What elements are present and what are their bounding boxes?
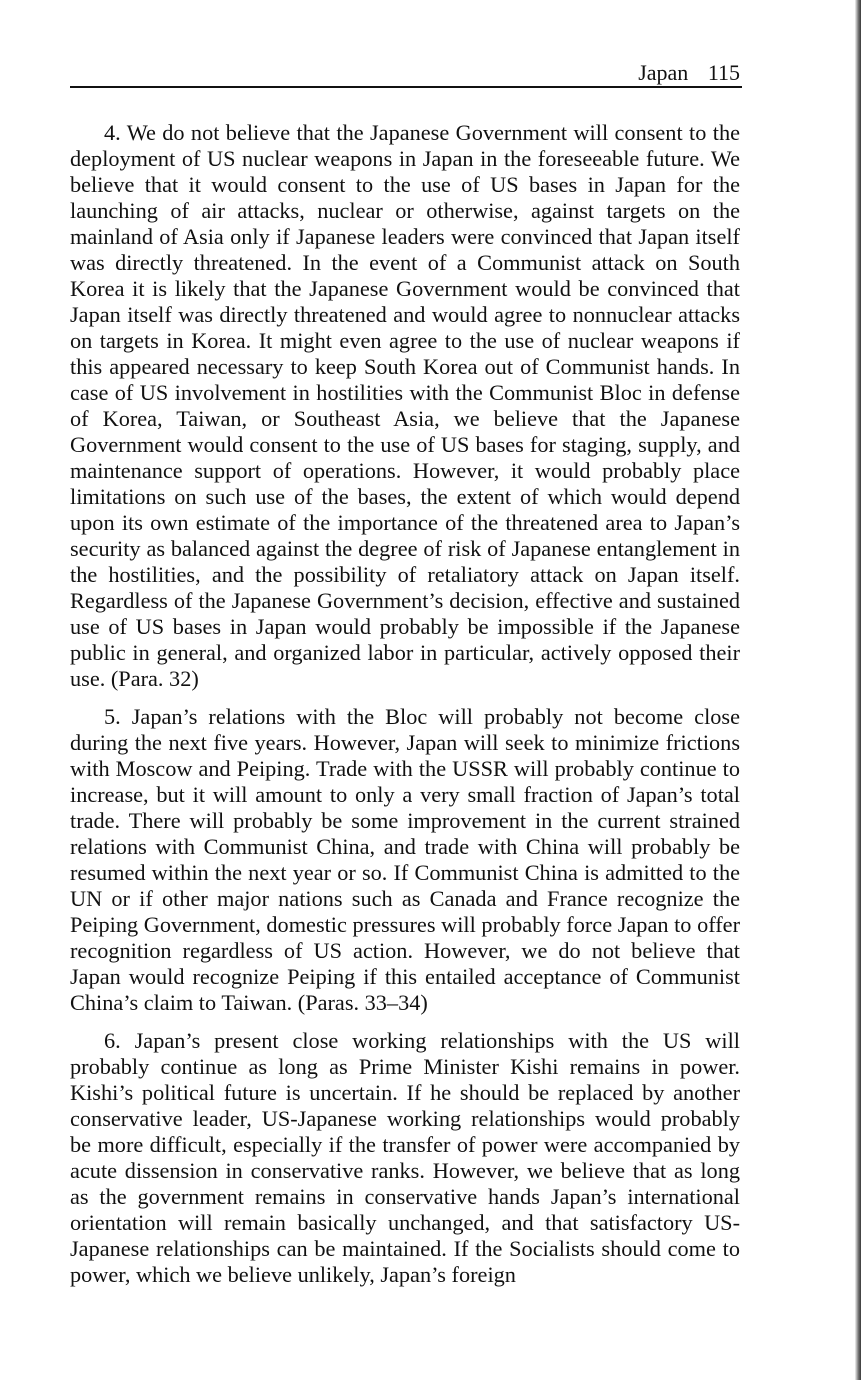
paragraph-6: 6. Japan’s present close working relationships with the US will probably continue as long as Prime Minister Kishi remains in power. Kishi’s political future is uncertain. If he should be replaced by another conservative leader, US-Japanese working relationships would probably be more difficult, especially if the transfer of power were accompanied by acute dissension in conservative ranks. However, we believe that as long as the government remains in conservative hands Japan’s international orientation will remain basically unchanged, and that satisfactory US-Japanese relationships can be maintained. If the Socialists should come to power, which we believe unlikely, Japan’s foreign bbox=[70, 1028, 740, 1287]
body-text bbox=[70, 120, 740, 1288]
running-head bbox=[70, 60, 740, 86]
paragraph-4: 4. We do not believe that the Japanese Government will consent to the deployment of US nuclear weapons in Japan in the foreseeable future. We believe that it would consent to the use of US bases in Japan for the launching of air attacks, nuclear or otherwise, against targets on the mainland of Asia only if Japanese leaders were convinced that Japan itself was directly threatened. In the event of a Communist attack on South Korea it is likely that the Japanese Government would be convinced that Japan itself was directly threatened and would agree to nonnuclear attacks on targets in Korea. It might even agree to the use of nuclear weapons if this appeared necessary to keep South Korea out of Communist hands. In case of US involvement in hostilities with the Communist Bloc in defense of Korea, Taiwan, or Southeast Asia, we believe that the Japanese Government would consent to the use of US bases for staging, supply, and maintenance support of operations. However, it would probably place limitations on such use of the bases, the extent of which would depend upon its own estimate of the importance of the threatened area to Japan’s security as balanced against the degree of risk of Japanese entanglement in the hostilities, and the possibility of retaliatory attack on Japan itself. Regardless of the Japanese Government’s decision, effective and sustained use of US bases in Japan would probably be impossible if the Japanese public in general, and organized labor in particular, actively opposed their use. (Para. 32) bbox=[70, 120, 740, 691]
header-rule bbox=[70, 86, 742, 88]
paragraph-5: 5. Japan’s relations with the Bloc will probably not become close during the next five years. However, Japan will seek to minimize frictions with Moscow and Peiping. Trade with the USSR will probably continue to increase, but it will amount to only a very small fraction of Japan’s total trade. There will probably be some improvement in the current strained relations with Communist China, and trade with China will probably be resumed within the next year or so. If Communist China is admitted to the UN or if other major nations such as Canada and France recognize the Peiping Government, domestic pressures will probably force Japan to offer recognition regardless of US action. However, we do not believe that Japan would recognize Peiping if this entailed acceptance of Communist China’s claim to Taiwan. (Paras. 33–34) bbox=[70, 704, 740, 1015]
section-title: Japan bbox=[638, 60, 689, 85]
page-edge-shadow bbox=[855, 0, 861, 1380]
page-number: 115 bbox=[707, 60, 740, 85]
